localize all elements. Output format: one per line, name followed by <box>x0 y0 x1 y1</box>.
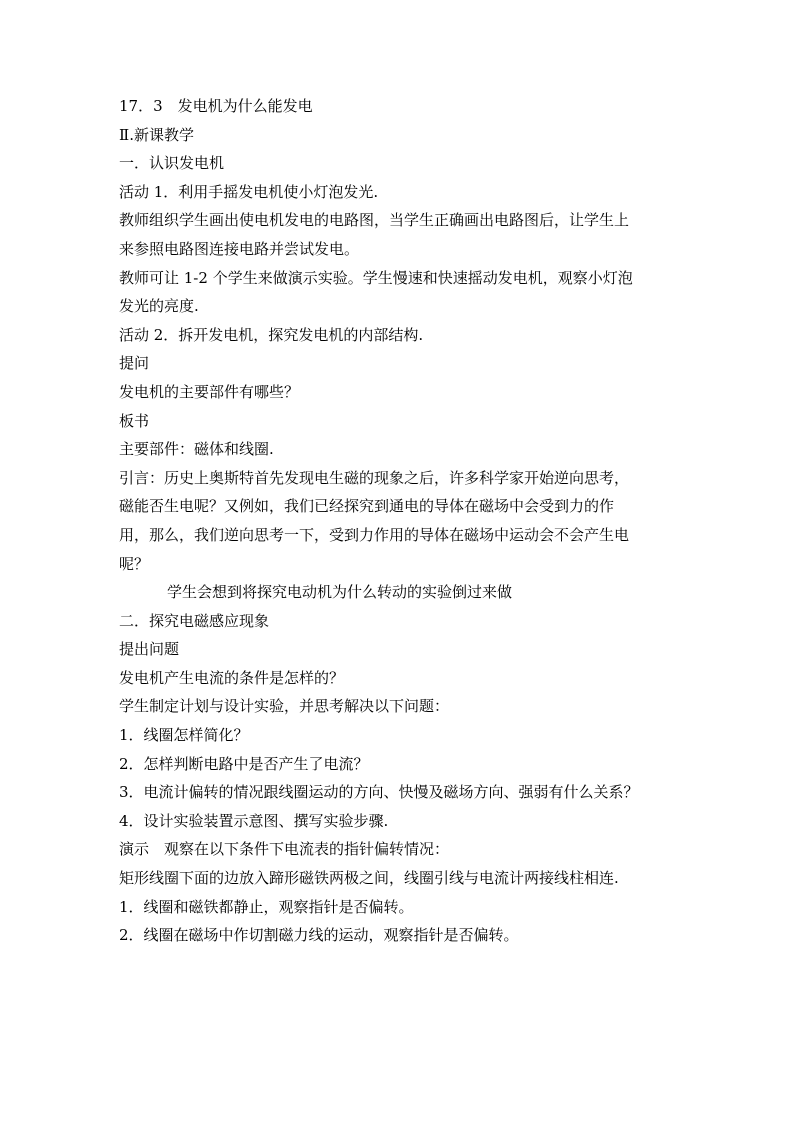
paragraph-line: 学生制定计划与设计实验，并思考解决以下问题： <box>119 697 450 716</box>
activity-1: 活动 1．利用手摇发电机使小灯泡发光. <box>119 182 379 201</box>
part-heading: Ⅱ.新课教学 <box>119 125 194 144</box>
document-page <box>119 92 679 950</box>
question-text: 发电机的主要部件有哪些？ <box>119 382 300 401</box>
paragraph-line: 矩形线圈下面的边放入蹄形磁铁两极之间，线圈引线与电流计两接线柱相连. <box>119 869 619 888</box>
list-item: 3．电流计偏转的情况跟线圈运动的方向、快慢及磁场方向、强弱有什么关系？ <box>119 783 639 802</box>
question-text: 发电机产生电流的条件是怎样的？ <box>119 668 345 687</box>
list-item: 2．线圈在磁场中作切割磁力线的运动，观察指针是否偏转。 <box>119 926 519 945</box>
board-text: 主要部件：磁体和线圈. <box>119 440 274 459</box>
paragraph-line: 教师可让 1-2 个学生来做演示实验。学生慢速和快速摇动发电机，观察小灯泡 <box>119 268 633 287</box>
list-item: 4．设计实验装置示意图、撰写实验步骤. <box>119 811 389 830</box>
list-item: 1．线圈怎样简化？ <box>119 726 249 745</box>
label-question: 提问 <box>119 354 150 373</box>
paragraph-line: 磁能否生电呢？又例如，我们已经探究到通电的导体在磁场中会受到力的作 <box>119 497 615 516</box>
subsection-heading: 二．探究电磁感应现象 <box>119 611 270 630</box>
paragraph-line: 发光的亮度. <box>119 297 199 316</box>
list-item: 2．怎样判断电路中是否产生了电流？ <box>119 754 369 773</box>
label-board: 板书 <box>119 411 150 430</box>
section-title: 17．3 发电机为什么能发电 <box>119 97 313 115</box>
activity-2: 活动 2．拆开发电机，探究发电机的内部结构. <box>119 325 424 344</box>
list-item: 1．线圈和磁铁都静止，观察指针是否偏转。 <box>119 897 414 916</box>
paragraph-line: 呢？ <box>119 554 150 573</box>
indented-note: 学生会想到将探究电动机为什么转动的实验倒过来做 <box>167 583 513 602</box>
paragraph-line: 引言：历史上奥斯特首先发现电生磁的现象之后，许多科学家开始逆向思考， <box>119 468 630 487</box>
paragraph-line: 用，那么，我们逆向思考一下，受到力作用的导体在磁场中运动会不会产生电 <box>119 525 630 544</box>
demo-heading: 演示 观察在以下条件下电流表的指针偏转情况： <box>119 840 450 859</box>
label-raise-question: 提出问题 <box>119 640 180 659</box>
paragraph-line: 来参照电路图连接电路并尝试发电。 <box>119 239 360 258</box>
subsection-heading: 一．认识发电机 <box>119 154 225 173</box>
paragraph-line: 教师组织学生画出使电机发电的电路图，当学生正确画出电路图后，让学生上 <box>119 211 630 230</box>
